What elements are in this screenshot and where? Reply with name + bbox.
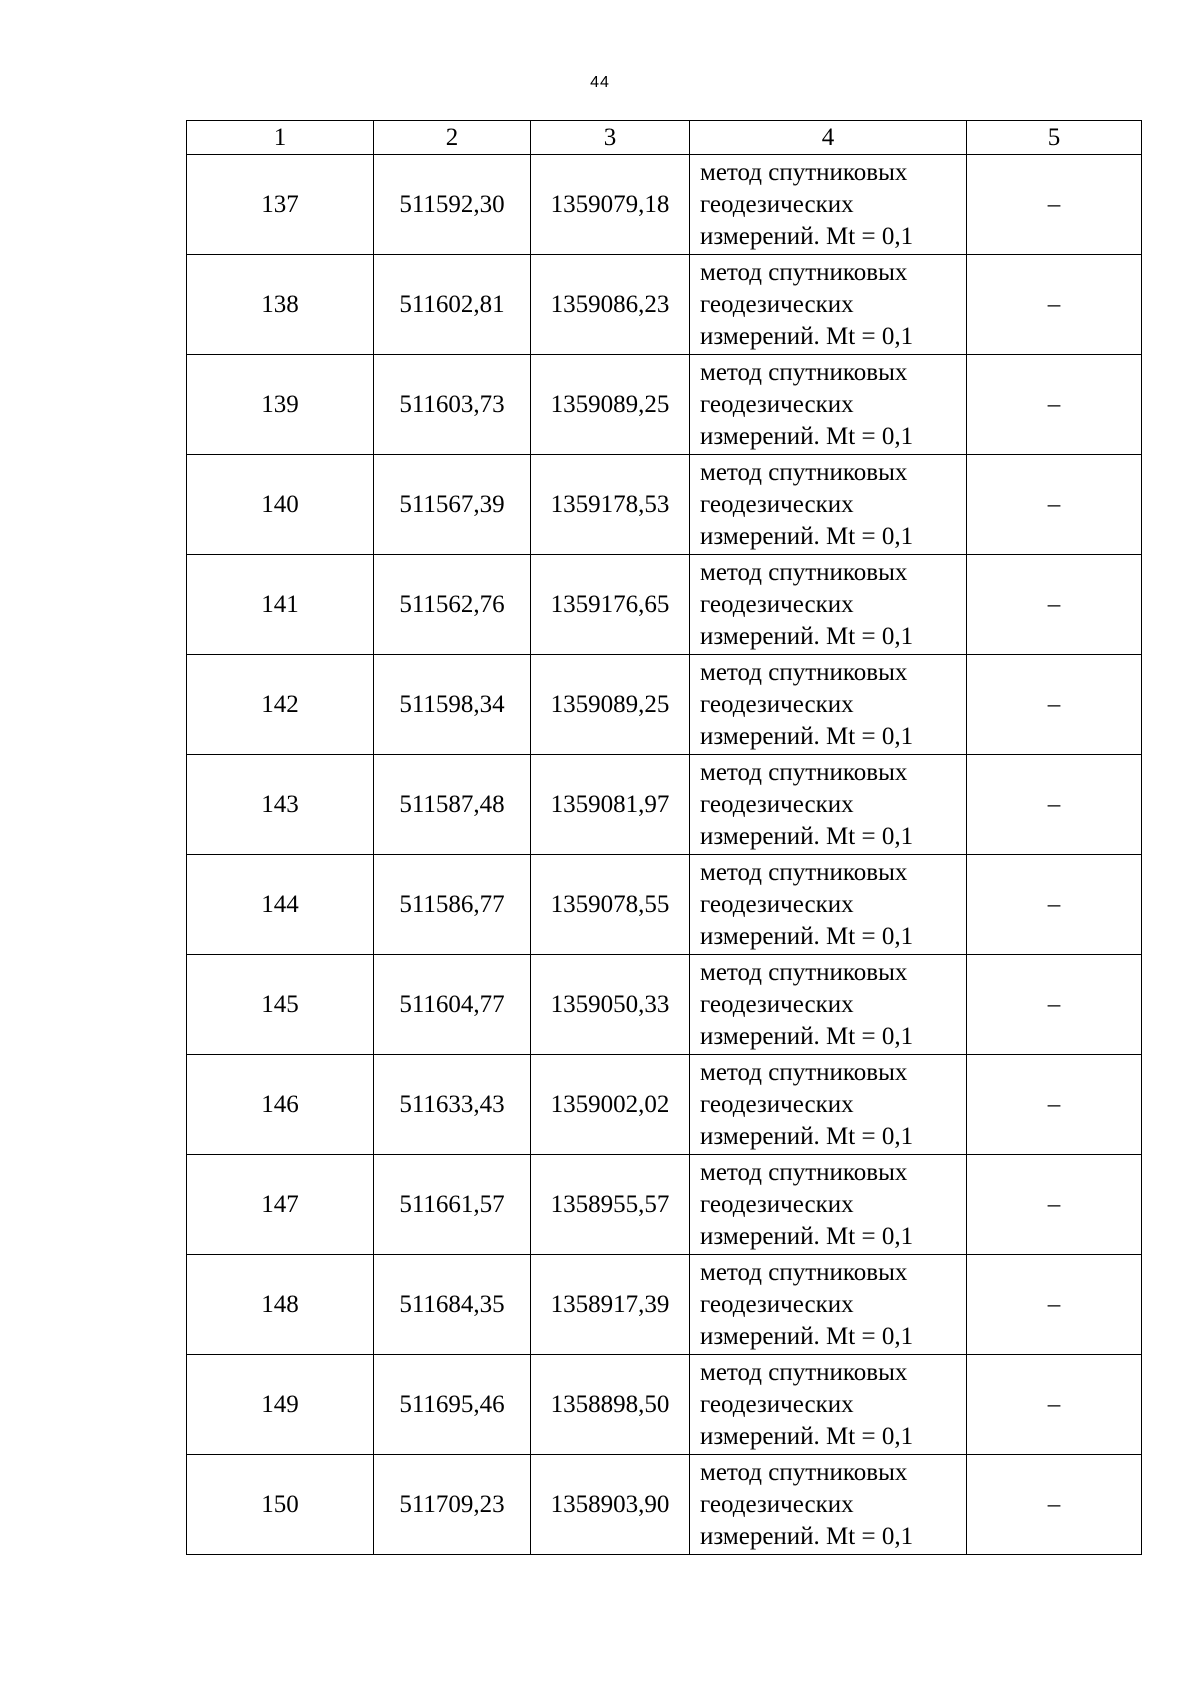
table-row bbox=[187, 1055, 1142, 1155]
point-number-cell: 146 bbox=[187, 1055, 374, 1155]
method-cell bbox=[690, 1255, 967, 1355]
x-coordinate-cell: 511709,23 bbox=[374, 1455, 531, 1555]
x-coordinate-cell: 511633,43 bbox=[374, 1055, 531, 1155]
point-number-cell: 149 bbox=[187, 1355, 374, 1455]
note-cell: – bbox=[967, 455, 1142, 555]
point-number-cell: 141 bbox=[187, 555, 374, 655]
point-number-cell: 147 bbox=[187, 1155, 374, 1255]
table-row bbox=[187, 855, 1142, 955]
y-coordinate-cell: 1359081,97 bbox=[531, 755, 690, 855]
column-header: 2 bbox=[374, 121, 531, 155]
x-coordinate-cell: 511661,57 bbox=[374, 1155, 531, 1255]
method-cell bbox=[690, 155, 967, 255]
note-cell: – bbox=[967, 755, 1142, 855]
method-cell bbox=[690, 855, 967, 955]
method-text-line: метод спутниковых bbox=[700, 758, 908, 786]
method-text-line: геодезических bbox=[700, 1290, 854, 1318]
method-text-line: геодезических bbox=[700, 990, 854, 1018]
method-cell bbox=[690, 1455, 967, 1555]
method-text-line: геодезических bbox=[700, 290, 854, 318]
method-cell bbox=[690, 955, 967, 1055]
x-coordinate-cell: 511587,48 bbox=[374, 755, 531, 855]
method-cell bbox=[690, 1155, 967, 1255]
column-header: 4 bbox=[690, 121, 967, 155]
method-text-line: геодезических bbox=[700, 1390, 854, 1418]
method-cell bbox=[690, 1355, 967, 1455]
method-text-line: метод спутниковых bbox=[700, 958, 908, 986]
table-row bbox=[187, 755, 1142, 855]
note-cell: – bbox=[967, 655, 1142, 755]
method-text-line: геодезических bbox=[700, 1490, 854, 1518]
note-cell: – bbox=[967, 155, 1142, 255]
table-row bbox=[187, 1455, 1142, 1555]
table-row bbox=[187, 355, 1142, 455]
point-number-cell: 150 bbox=[187, 1455, 374, 1555]
y-coordinate-cell: 1359078,55 bbox=[531, 855, 690, 955]
note-cell: – bbox=[967, 1255, 1142, 1355]
method-text-line: измерений. Mt = 0,1 bbox=[700, 822, 914, 850]
y-coordinate-cell: 1359050,33 bbox=[531, 955, 690, 1055]
method-text-line: метод спутниковых bbox=[700, 1458, 908, 1486]
method-cell bbox=[690, 555, 967, 655]
column-header: 1 bbox=[187, 121, 374, 155]
table-header-row bbox=[187, 121, 1142, 155]
method-text-line: измерений. Mt = 0,1 bbox=[700, 422, 914, 450]
method-text-line: геодезических bbox=[700, 590, 854, 618]
method-text-line: метод спутниковых bbox=[700, 1058, 908, 1086]
method-text-line: геодезических bbox=[700, 890, 854, 918]
method-cell bbox=[690, 1055, 967, 1155]
method-text-line: измерений. Mt = 0,1 bbox=[700, 1422, 914, 1450]
method-text-line: измерений. Mt = 0,1 bbox=[700, 922, 914, 950]
point-number-cell: 138 bbox=[187, 255, 374, 355]
note-cell: – bbox=[967, 255, 1142, 355]
point-number-cell: 142 bbox=[187, 655, 374, 755]
y-coordinate-cell: 1359176,65 bbox=[531, 555, 690, 655]
y-coordinate-cell: 1359086,23 bbox=[531, 255, 690, 355]
page-number: 44 bbox=[590, 74, 610, 91]
point-number-cell: 137 bbox=[187, 155, 374, 255]
y-coordinate-cell: 1358917,39 bbox=[531, 1255, 690, 1355]
note-cell: – bbox=[967, 1055, 1142, 1155]
x-coordinate-cell: 511567,39 bbox=[374, 455, 531, 555]
method-text-line: измерений. Mt = 0,1 bbox=[700, 722, 914, 750]
x-coordinate-cell: 511592,30 bbox=[374, 155, 531, 255]
x-coordinate-cell: 511602,81 bbox=[374, 255, 531, 355]
table-row bbox=[187, 255, 1142, 355]
table-body bbox=[187, 155, 1142, 1555]
point-number-cell: 148 bbox=[187, 1255, 374, 1355]
method-cell bbox=[690, 455, 967, 555]
method-text-line: геодезических bbox=[700, 690, 854, 718]
table-row bbox=[187, 555, 1142, 655]
method-text-line: измерений. Mt = 0,1 bbox=[700, 1522, 914, 1550]
method-cell bbox=[690, 655, 967, 755]
y-coordinate-cell: 1359178,53 bbox=[531, 455, 690, 555]
y-coordinate-cell: 1359079,18 bbox=[531, 155, 690, 255]
method-text-line: метод спутниковых bbox=[700, 358, 908, 386]
method-cell bbox=[690, 755, 967, 855]
note-cell: – bbox=[967, 1155, 1142, 1255]
x-coordinate-cell: 511684,35 bbox=[374, 1255, 531, 1355]
method-text-line: геодезических bbox=[700, 790, 854, 818]
point-number-cell: 140 bbox=[187, 455, 374, 555]
method-text-line: измерений. Mt = 0,1 bbox=[700, 322, 914, 350]
method-text-line: метод спутниковых bbox=[700, 558, 908, 586]
method-text-line: измерений. Mt = 0,1 bbox=[700, 522, 914, 550]
method-text-line: геодезических bbox=[700, 490, 854, 518]
point-number-cell: 143 bbox=[187, 755, 374, 855]
method-text-line: геодезических bbox=[700, 1090, 854, 1118]
method-text-line: геодезических bbox=[700, 1190, 854, 1218]
y-coordinate-cell: 1358955,57 bbox=[531, 1155, 690, 1255]
x-coordinate-cell: 511695,46 bbox=[374, 1355, 531, 1455]
method-text-line: измерений. Mt = 0,1 bbox=[700, 222, 914, 250]
method-text-line: метод спутниковых bbox=[700, 1358, 908, 1386]
method-text-line: геодезических bbox=[700, 190, 854, 218]
point-number-cell: 145 bbox=[187, 955, 374, 1055]
method-text-line: метод спутниковых bbox=[700, 458, 908, 486]
x-coordinate-cell: 511604,77 bbox=[374, 955, 531, 1055]
method-text-line: метод спутниковых bbox=[700, 858, 908, 886]
method-text-line: метод спутниковых bbox=[700, 158, 908, 186]
note-cell: – bbox=[967, 355, 1142, 455]
note-cell: – bbox=[967, 555, 1142, 655]
method-text-line: метод спутниковых bbox=[700, 258, 908, 286]
method-text-line: измерений. Mt = 0,1 bbox=[700, 1122, 914, 1150]
method-text-line: метод спутниковых bbox=[700, 658, 908, 686]
method-text-line: геодезических bbox=[700, 390, 854, 418]
method-text-line: измерений. Mt = 0,1 bbox=[700, 1022, 914, 1050]
method-cell bbox=[690, 355, 967, 455]
y-coordinate-cell: 1359089,25 bbox=[531, 655, 690, 755]
x-coordinate-cell: 511598,34 bbox=[374, 655, 531, 755]
y-coordinate-cell: 1358898,50 bbox=[531, 1355, 690, 1455]
table-row bbox=[187, 655, 1142, 755]
table-row bbox=[187, 955, 1142, 1055]
method-text-line: метод спутниковых bbox=[700, 1158, 908, 1186]
point-number-cell: 144 bbox=[187, 855, 374, 955]
method-text-line: измерений. Mt = 0,1 bbox=[700, 1322, 914, 1350]
x-coordinate-cell: 511562,76 bbox=[374, 555, 531, 655]
table-row bbox=[187, 1355, 1142, 1455]
column-header: 5 bbox=[967, 121, 1142, 155]
method-text-line: измерений. Mt = 0,1 bbox=[700, 1222, 914, 1250]
table-row bbox=[187, 1155, 1142, 1255]
note-cell: – bbox=[967, 1355, 1142, 1455]
method-text-line: измерений. Mt = 0,1 bbox=[700, 622, 914, 650]
note-cell: – bbox=[967, 955, 1142, 1055]
table-row bbox=[187, 1255, 1142, 1355]
method-text-line: метод спутниковых bbox=[700, 1258, 908, 1286]
table-row bbox=[187, 455, 1142, 555]
y-coordinate-cell: 1359089,25 bbox=[531, 355, 690, 455]
y-coordinate-cell: 1359002,02 bbox=[531, 1055, 690, 1155]
coordinates-table bbox=[186, 120, 1142, 1555]
note-cell: – bbox=[967, 1455, 1142, 1555]
column-header: 3 bbox=[531, 121, 690, 155]
point-number-cell: 139 bbox=[187, 355, 374, 455]
method-cell bbox=[690, 255, 967, 355]
note-cell: – bbox=[967, 855, 1142, 955]
x-coordinate-cell: 511603,73 bbox=[374, 355, 531, 455]
y-coordinate-cell: 1358903,90 bbox=[531, 1455, 690, 1555]
x-coordinate-cell: 511586,77 bbox=[374, 855, 531, 955]
table-row bbox=[187, 155, 1142, 255]
